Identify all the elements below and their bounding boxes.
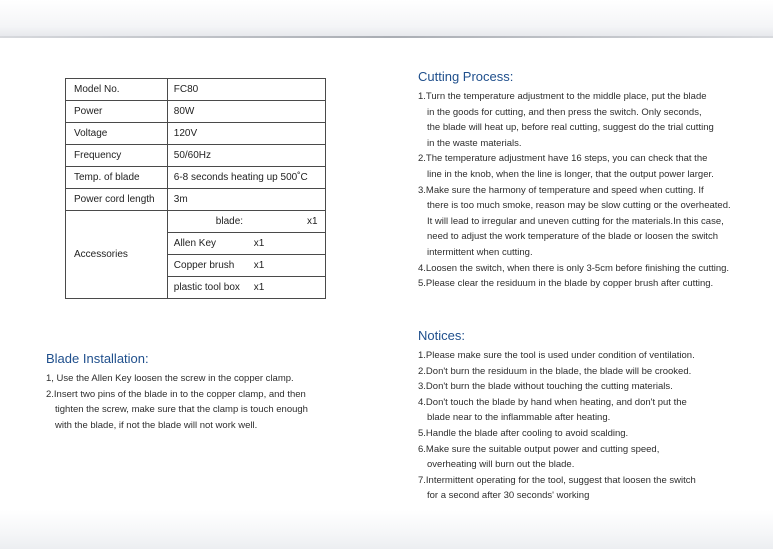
list-item-line: 5.Please clear the residuum in the blade by copper brush after cutting. <box>418 278 714 290</box>
spec-row-model <box>66 79 326 101</box>
cutting-process-heading: Cutting Process: <box>418 69 514 84</box>
list-item-line: 2.The temperature adjustment have 16 steps, you can check that the <box>418 153 708 165</box>
list-item-line: 4.Loosen the switch, when there is only 3-5cm before finishing the cutting. <box>418 262 730 274</box>
list-item-line: 6.Make sure the suitable output power and cutting speed, <box>418 443 660 455</box>
accessory-item <box>167 211 325 233</box>
list-item <box>46 387 308 434</box>
list-item <box>418 151 731 182</box>
accessory-qty: x1 <box>253 282 265 293</box>
list-item-line: 3.Make sure the harmony of temperature and speed when cutting. If <box>418 184 704 196</box>
spec-row-temp <box>66 167 326 189</box>
list-item-line: tighten the screw, make sure that the clamp is touch enough <box>55 404 308 416</box>
list-item <box>46 371 308 387</box>
spec-row-voltage <box>66 123 326 145</box>
header-divider <box>0 36 773 38</box>
list-item-line: overheating will burn out the blade. <box>427 459 575 471</box>
list-item <box>418 442 696 473</box>
accessories-label: Accessories <box>66 211 168 299</box>
notices-heading: Notices: <box>418 328 465 343</box>
spec-label: Power <box>66 101 168 123</box>
list-item-line: 1.Turn the temperature adjustment to the middle place, put the blade <box>418 91 707 102</box>
spec-label: Temp. of blade <box>66 167 168 189</box>
list-item-line: line in the knob, when the line is longer, that the output power larger. <box>427 168 714 180</box>
spec-value: 80W <box>167 101 325 123</box>
accessory-item <box>167 277 325 299</box>
spec-label: Frequency <box>66 145 168 167</box>
spec-row-frequency <box>66 145 326 167</box>
header-band <box>0 0 773 38</box>
list-item-line: 2.Insert two pins of the blade in to the copper clamp, and then <box>46 388 306 400</box>
spec-label: Power cord length <box>66 189 168 211</box>
list-item-line: in the goods for cutting, and then press the switch. Only seconds, <box>427 106 702 118</box>
accessory-item <box>167 233 325 255</box>
spec-value: 50/60Hz <box>167 145 325 167</box>
spec-row-power <box>66 101 326 123</box>
list-item <box>418 276 731 292</box>
accessory-qty: x1 <box>253 260 265 271</box>
spec-value: FC80 <box>167 79 325 101</box>
list-item <box>418 364 696 380</box>
notices-section <box>418 328 696 504</box>
list-item-line: 4.Don't touch the blade by hand when heating, and don't put the <box>418 396 687 408</box>
spec-label: Model No. <box>66 79 168 101</box>
list-item-line: 2.Don't burn the residuum in the blade, the blade will be crooked. <box>418 365 692 377</box>
footer-band <box>0 510 773 549</box>
spec-value: 3m <box>167 189 325 211</box>
cutting-process-section <box>418 69 731 292</box>
list-item <box>418 261 731 277</box>
list-item <box>418 473 696 504</box>
accessory-name: Allen Key <box>173 238 217 249</box>
blade-installation-heading: Blade Installation: <box>46 351 149 366</box>
spec-table <box>65 78 326 299</box>
list-item <box>418 183 731 261</box>
list-item-line: blade near to the inflammable after heating. <box>427 412 611 424</box>
list-item-line: It will lead to irregular and uneven cutting for the materials.In this case, <box>427 215 724 227</box>
accessory-item <box>167 255 325 277</box>
accessory-qty: x1 <box>253 238 265 249</box>
blade-installation-section <box>46 351 308 433</box>
spec-row-accessories <box>66 211 326 233</box>
spec-value: 6-8 seconds heating up 500˚C <box>167 167 325 189</box>
spec-label: Voltage <box>66 123 168 145</box>
list-item-line: 1.Please make sure the tool is used under condition of ventilation. <box>418 350 695 361</box>
spec-row-cord <box>66 189 326 211</box>
accessory-name: Copper brush <box>173 260 235 271</box>
list-item-line: 7.Intermittent operating for the tool, suggest that loosen the switch <box>418 474 696 486</box>
accessory-qty: x1 <box>307 216 318 227</box>
list-item-line: in the waste materials. <box>427 137 522 149</box>
accessory-name: blade: <box>215 216 244 227</box>
list-item-line: there is too much smoke, reason may be slow cutting or the overheated. <box>427 200 731 212</box>
list-item-line: 3.Don't burn the blade without touching the cutting materials. <box>418 381 673 393</box>
list-item-line: for a second after 30 seconds' working <box>427 490 590 502</box>
spec-value: 120V <box>167 123 325 145</box>
list-item-line: intermittent when cutting. <box>427 246 533 258</box>
accessory-name: plastic tool box <box>173 282 240 293</box>
list-item-line: with the blade, if not the blade will not work well. <box>55 419 258 431</box>
list-item-line: 5.Handle the blade after cooling to avoid scalding. <box>418 427 629 439</box>
list-item-line: 1, Use the Allen Key loosen the screw in the copper clamp. <box>46 373 294 384</box>
list-item <box>418 426 696 442</box>
list-item <box>418 395 696 426</box>
list-item <box>418 348 696 364</box>
list-item-line: the blade will heat up, before real cutting, suggest do the trial cutting <box>427 122 714 134</box>
list-item-line: need to adjust the work temperature of the blade or loosen the switch <box>427 231 718 243</box>
list-item <box>418 379 696 395</box>
list-item <box>418 89 731 151</box>
